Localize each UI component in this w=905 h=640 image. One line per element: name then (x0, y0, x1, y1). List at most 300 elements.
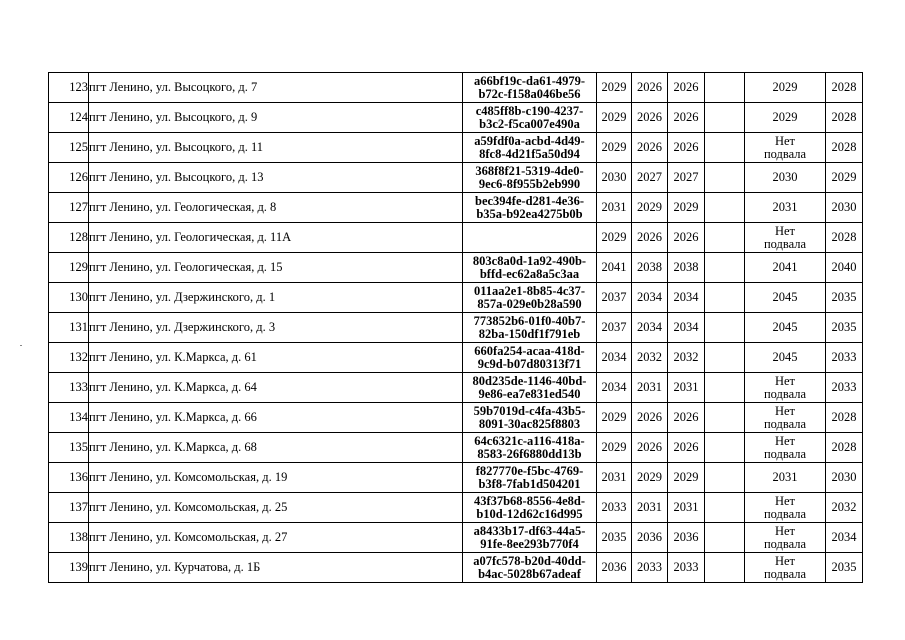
cell-text-n: 129 (69, 260, 88, 274)
empty-cell (705, 553, 745, 583)
year-cell-3 (668, 373, 705, 403)
cell-text-y6: 2028 (831, 140, 857, 154)
year-cell-2 (632, 463, 668, 493)
row-number (49, 523, 89, 553)
cell-text-bas1: 2030 (772, 170, 798, 184)
year-cell-1 (597, 283, 632, 313)
cell-text-addr: пгт Ленино, ул. К.Маркса, д. 61 (89, 350, 257, 364)
cell-text-n: 131 (69, 320, 88, 334)
basement-cell (745, 133, 826, 163)
cell-text-guid1: 368f8f21-5319-4de0- (475, 163, 584, 178)
cell-text-y3: 2038 (673, 260, 699, 274)
cell-text-y1: 2041 (601, 260, 627, 274)
guid-cell (463, 253, 597, 283)
cell-text-y2: 2038 (637, 260, 662, 274)
row-number (49, 373, 89, 403)
cell-text-y6: 2035 (831, 290, 857, 304)
address-cell (89, 523, 463, 553)
year-cell-2 (632, 73, 668, 103)
table-row (49, 133, 863, 163)
empty-cell (705, 253, 745, 283)
year-cell-3 (668, 253, 705, 283)
address-cell (89, 223, 463, 253)
row-number (49, 463, 89, 493)
year-cell-6 (826, 223, 863, 253)
cell-text-y1: 2037 (601, 320, 627, 334)
cell-text-addr: пгт Ленино, ул. Высоцкого, д. 11 (89, 140, 263, 154)
cell-text-n: 126 (69, 170, 88, 184)
cell-text-bas1: 2045 (772, 290, 798, 304)
row-number (49, 343, 89, 373)
row-number (49, 493, 89, 523)
cell-text-guid2: 8fc8-4d21f5a50d94 (479, 146, 580, 161)
year-cell-1 (597, 463, 632, 493)
empty-cell (705, 133, 745, 163)
cell-text-y6: 2028 (831, 110, 857, 124)
cell-text-guid2: 9e86-ea7e831ed540 (478, 386, 581, 401)
year-cell-1 (597, 223, 632, 253)
empty-cell (705, 103, 745, 133)
cell-text-y2: 2036 (637, 530, 662, 544)
cell-text-y1: 2029 (601, 110, 627, 124)
basement-cell (745, 343, 826, 373)
guid-cell (463, 493, 597, 523)
cell-text-bas1: Нет (774, 493, 796, 508)
cell-text-addr: пгт Ленино, ул. Комсомольская, д. 27 (89, 530, 288, 544)
year-cell-2 (632, 493, 668, 523)
cell-text-y2: 2026 (637, 110, 662, 124)
cell-text-y2: 2029 (637, 200, 662, 214)
cell-text-y3: 2027 (673, 170, 699, 184)
guid-cell (463, 283, 597, 313)
guid-cell (463, 313, 597, 343)
cell-text-n: 133 (69, 380, 88, 394)
year-cell-2 (632, 253, 668, 283)
year-cell-2 (632, 343, 668, 373)
cell-text-addr: пгт Ленино, ул. К.Маркса, д. 64 (89, 380, 257, 394)
year-cell-3 (668, 193, 705, 223)
cell-text-y1: 2035 (601, 530, 627, 544)
basement-cell (745, 253, 826, 283)
cell-text-bas1: Нет (774, 223, 796, 238)
cell-text-addr: пгт Ленино, ул. Высоцкого, д. 13 (89, 170, 264, 184)
address-cell (89, 133, 463, 163)
scan-speck (20, 345, 22, 346)
cell-text-y2: 2034 (637, 320, 662, 334)
cell-text-y1: 2034 (601, 350, 627, 364)
year-cell-1 (597, 373, 632, 403)
year-cell-6 (826, 193, 863, 223)
empty-cell (705, 313, 745, 343)
cell-text-addr: пгт Ленино, ул. Дзержинского, д. 1 (89, 290, 276, 304)
cell-text-bas1: 2029 (772, 80, 798, 94)
year-cell-3 (668, 283, 705, 313)
guid-cell (463, 403, 597, 433)
cell-text-bas2: подвала (763, 416, 807, 431)
table-row (49, 253, 863, 283)
cell-text-bas2: подвала (763, 536, 807, 551)
year-cell-6 (826, 523, 863, 553)
cell-text-y3: 2029 (673, 200, 699, 214)
year-cell-2 (632, 223, 668, 253)
basement-cell (745, 73, 826, 103)
year-cell-6 (826, 103, 863, 133)
year-cell-3 (668, 403, 705, 433)
cell-text-bas1: Нет (774, 553, 796, 568)
guid-cell (463, 193, 597, 223)
cell-text-addr: пгт Ленино, ул. Курчатова, д. 1Б (89, 560, 261, 574)
cell-text-bas1: 2031 (772, 470, 798, 484)
row-number (49, 403, 89, 433)
cell-text-guid1: 80d235de-1146-40bd- (472, 373, 587, 388)
cell-text-bas2: подвала (763, 146, 807, 161)
table-row (49, 433, 863, 463)
cell-text-y3: 2026 (673, 140, 699, 154)
empty-cell (705, 463, 745, 493)
empty-cell (705, 193, 745, 223)
cell-text-guid1: c485ff8b-c190-4237- (475, 103, 584, 118)
empty-cell (705, 493, 745, 523)
cell-text-y6: 2028 (831, 80, 857, 94)
cell-text-bas2: подвала (763, 446, 807, 461)
empty-cell (705, 223, 745, 253)
cell-text-n: 136 (69, 470, 88, 484)
empty-cell (705, 73, 745, 103)
cell-text-guid1: f827770e-f5bc-4769- (475, 463, 584, 478)
year-cell-3 (668, 343, 705, 373)
table-row (49, 103, 863, 133)
cell-text-guid2: 82ba-150df1f791eb (478, 326, 581, 341)
year-cell-3 (668, 523, 705, 553)
basement-cell (745, 493, 826, 523)
year-cell-2 (632, 103, 668, 133)
cell-text-y6: 2040 (831, 260, 857, 274)
cell-text-guid2: b4ac-5028b67adeaf (478, 566, 581, 581)
cell-text-guid1: a59fdf0a-acbd-4d49- (474, 133, 585, 148)
cell-text-bas1: Нет (774, 523, 796, 538)
row-number (49, 133, 89, 163)
cell-text-bas1: 2045 (772, 350, 798, 364)
cell-text-n: 138 (69, 530, 88, 544)
cell-text-y1: 2029 (601, 440, 627, 454)
cell-text-bas1: 2041 (772, 260, 798, 274)
cell-text-guid2: b3f8-7fab1d504201 (478, 476, 581, 491)
cell-text-y1: 2034 (601, 380, 627, 394)
cell-text-guid1: 43f37b68-8556-4e8d- (473, 493, 586, 508)
cell-text-y6: 2034 (831, 530, 857, 544)
guid-cell (463, 73, 597, 103)
empty-cell (705, 373, 745, 403)
cell-text-n: 132 (69, 350, 88, 364)
cell-text-y3: 2031 (673, 380, 699, 394)
basement-cell (745, 163, 826, 193)
cell-text-y1: 2037 (601, 290, 627, 304)
year-cell-6 (826, 403, 863, 433)
cell-text-bas1: Нет (774, 433, 796, 448)
address-cell (89, 283, 463, 313)
year-cell-3 (668, 163, 705, 193)
cell-text-y2: 2027 (637, 170, 662, 184)
cell-text-guid2: bffd-ec62a8a5c3aa (479, 266, 580, 281)
cell-text-y2: 2034 (637, 290, 662, 304)
cell-text-bas2: подвала (763, 566, 807, 581)
cell-text-guid1: 803c8a0d-1a92-490b- (472, 253, 587, 268)
row-number (49, 193, 89, 223)
guid-cell (463, 163, 597, 193)
cell-text-y6: 2035 (831, 560, 857, 574)
year-cell-1 (597, 493, 632, 523)
cell-text-y2: 2026 (637, 80, 662, 94)
cell-text-bas1: Нет (774, 403, 796, 418)
year-cell-1 (597, 433, 632, 463)
cell-text-y3: 2029 (673, 470, 699, 484)
cell-text-guid2: 8091-30ac825f8803 (478, 416, 581, 431)
empty-cell (705, 433, 745, 463)
table-row (49, 463, 863, 493)
cell-text-guid2: b10d-12d62c16d995 (476, 506, 583, 521)
year-cell-2 (632, 163, 668, 193)
cell-text-y3: 2026 (673, 440, 699, 454)
guid-cell (463, 463, 597, 493)
basement-cell (745, 373, 826, 403)
cell-text-y3: 2034 (673, 320, 699, 334)
year-cell-3 (668, 433, 705, 463)
cell-text-guid1: 64c6321c-a116-418a- (474, 433, 585, 448)
cell-text-guid1: a66bf19c-da61-4979- (473, 73, 586, 88)
cell-text-bas2: подвала (763, 236, 807, 251)
year-cell-3 (668, 493, 705, 523)
table-row (49, 523, 863, 553)
guid-cell (463, 373, 597, 403)
address-cell (89, 373, 463, 403)
basement-cell (745, 553, 826, 583)
cell-text-addr: пгт Ленино, ул. Комсомольская, д. 19 (89, 470, 288, 484)
cell-text-guid2: b72c-f158a046be56 (478, 86, 581, 101)
cell-text-y1: 2029 (601, 140, 627, 154)
year-cell-6 (826, 73, 863, 103)
cell-text-guid2: b3c2-f5ca007e490a (479, 116, 580, 131)
guid-cell (463, 223, 597, 253)
cell-text-y6: 2030 (831, 470, 857, 484)
year-cell-1 (597, 133, 632, 163)
table-row (49, 163, 863, 193)
year-cell-3 (668, 223, 705, 253)
cell-text-addr: пгт Ленино, ул. Комсомольская, д. 25 (89, 500, 288, 514)
cell-text-n: 128 (69, 230, 88, 244)
cell-text-y2: 2033 (637, 560, 662, 574)
table-row (49, 283, 863, 313)
cell-text-guid1: bec394fe-d281-4e36- (475, 193, 584, 208)
cell-text-y2: 2026 (637, 140, 662, 154)
basement-cell (745, 403, 826, 433)
cell-text-y2: 2032 (637, 350, 662, 364)
cell-text-addr: пгт Ленино, ул. Высоцкого, д. 7 (89, 80, 258, 94)
table-row (49, 343, 863, 373)
cell-text-guid1: 773852b6-01f0-40b7- (473, 313, 586, 328)
cell-text-y6: 2030 (831, 200, 857, 214)
cell-text-n: 139 (69, 560, 88, 574)
address-cell (89, 343, 463, 373)
year-cell-6 (826, 463, 863, 493)
cell-text-y6: 2029 (831, 170, 857, 184)
cell-text-y1: 2031 (601, 200, 627, 214)
cell-text-y6: 2032 (831, 500, 857, 514)
cell-text-y3: 2026 (673, 230, 699, 244)
address-cell (89, 553, 463, 583)
basement-cell (745, 193, 826, 223)
basement-cell (745, 523, 826, 553)
table-row (49, 73, 863, 103)
row-number (49, 163, 89, 193)
year-cell-3 (668, 313, 705, 343)
cell-text-y6: 2028 (831, 230, 857, 244)
cell-text-bas1: Нет (774, 373, 796, 388)
year-cell-6 (826, 133, 863, 163)
year-cell-2 (632, 373, 668, 403)
cell-text-y3: 2031 (673, 500, 699, 514)
row-number (49, 223, 89, 253)
cell-text-addr: пгт Ленино, ул. Геологическая, д. 11А (89, 230, 292, 244)
empty-cell (705, 343, 745, 373)
basement-cell (745, 103, 826, 133)
cell-text-y3: 2026 (673, 80, 699, 94)
year-cell-2 (632, 523, 668, 553)
address-cell (89, 253, 463, 283)
year-cell-6 (826, 343, 863, 373)
empty-cell (705, 283, 745, 313)
table-body (49, 73, 863, 583)
table-row (49, 373, 863, 403)
year-cell-1 (597, 253, 632, 283)
year-cell-1 (597, 343, 632, 373)
row-number (49, 253, 89, 283)
year-cell-3 (668, 133, 705, 163)
guid-cell (463, 553, 597, 583)
table-row (49, 313, 863, 343)
cell-text-n: 127 (69, 200, 88, 214)
cell-text-guid2: 857a-029e0b28a590 (477, 296, 582, 311)
address-cell (89, 493, 463, 523)
cell-text-y2: 2031 (637, 500, 662, 514)
year-cell-2 (632, 133, 668, 163)
cell-text-y2: 2026 (637, 230, 662, 244)
cell-text-n: 137 (69, 500, 88, 514)
address-cell (89, 313, 463, 343)
cell-text-y6: 2035 (831, 320, 857, 334)
year-cell-2 (632, 193, 668, 223)
year-cell-3 (668, 103, 705, 133)
row-number (49, 73, 89, 103)
table-row (49, 403, 863, 433)
cell-text-guid1: 660fa254-acaa-418d- (474, 343, 585, 358)
year-cell-6 (826, 163, 863, 193)
year-cell-1 (597, 103, 632, 133)
cell-text-guid2: 91fe-8ee293b770f4 (480, 536, 579, 551)
cell-text-guid2: 9c9d-b07d80313f71 (477, 356, 582, 371)
year-cell-2 (632, 433, 668, 463)
basement-cell (745, 433, 826, 463)
cell-text-n: 124 (69, 110, 88, 124)
year-cell-2 (632, 553, 668, 583)
guid-cell (463, 523, 597, 553)
year-cell-1 (597, 553, 632, 583)
cell-text-n: 135 (69, 440, 88, 454)
table-row (49, 193, 863, 223)
cell-text-guid2: 9ec6-8f955b2eb990 (478, 176, 581, 191)
year-cell-2 (632, 313, 668, 343)
guid-cell (463, 343, 597, 373)
year-cell-1 (597, 193, 632, 223)
guid-cell (463, 133, 597, 163)
cell-text-guid1: a07fc578-b20d-40dd- (473, 553, 586, 568)
year-cell-1 (597, 163, 632, 193)
year-cell-1 (597, 523, 632, 553)
cell-text-bas2: подвала (763, 506, 807, 521)
address-cell (89, 433, 463, 463)
row-number (49, 313, 89, 343)
year-cell-3 (668, 73, 705, 103)
cell-text-addr: пгт Ленино, ул. К.Маркса, д. 66 (89, 410, 257, 424)
year-cell-3 (668, 463, 705, 493)
cell-text-y6: 2028 (831, 440, 857, 454)
cell-text-y6: 2028 (831, 410, 857, 424)
address-cell (89, 163, 463, 193)
housing-register-table (48, 72, 863, 583)
cell-text-y1: 2029 (601, 80, 627, 94)
year-cell-2 (632, 283, 668, 313)
cell-text-y2: 2026 (637, 440, 662, 454)
cell-text-addr: пгт Ленино, ул. Геологическая, д. 15 (89, 260, 283, 274)
table-row (49, 223, 863, 253)
cell-text-y1: 2029 (601, 230, 627, 244)
cell-text-bas1: Нет (774, 133, 796, 148)
cell-text-guid1: a8433b17-df63-44a5- (473, 523, 586, 538)
cell-text-addr: пгт Ленино, ул. Геологическая, д. 8 (89, 200, 277, 214)
cell-text-n: 134 (69, 410, 88, 424)
cell-text-y3: 2034 (673, 290, 699, 304)
cell-text-n: 125 (69, 140, 88, 154)
year-cell-6 (826, 313, 863, 343)
cell-text-bas1: 2029 (772, 110, 798, 124)
empty-cell (705, 523, 745, 553)
year-cell-3 (668, 553, 705, 583)
address-cell (89, 403, 463, 433)
table-row (49, 493, 863, 523)
cell-text-bas1: 2045 (772, 320, 798, 334)
cell-text-n: 130 (69, 290, 88, 304)
basement-cell (745, 283, 826, 313)
cell-text-y3: 2026 (673, 110, 699, 124)
cell-text-y2: 2026 (637, 410, 662, 424)
cell-text-guid2: 8583-26f6880dd13b (477, 446, 582, 461)
cell-text-y2: 2029 (637, 470, 662, 484)
basement-cell (745, 313, 826, 343)
year-cell-6 (826, 283, 863, 313)
cell-text-y1: 2033 (601, 500, 627, 514)
address-cell (89, 103, 463, 133)
empty-cell (705, 163, 745, 193)
cell-text-bas1: 2031 (772, 200, 798, 214)
cell-text-addr: пгт Ленино, ул. Дзержинского, д. 3 (89, 320, 276, 334)
guid-cell (463, 433, 597, 463)
cell-text-addr: пгт Ленино, ул. К.Маркса, д. 68 (89, 440, 257, 454)
table-row (49, 553, 863, 583)
cell-text-y6: 2033 (831, 350, 857, 364)
basement-cell (745, 463, 826, 493)
basement-cell (745, 223, 826, 253)
cell-text-y1: 2030 (601, 170, 627, 184)
row-number (49, 103, 89, 133)
